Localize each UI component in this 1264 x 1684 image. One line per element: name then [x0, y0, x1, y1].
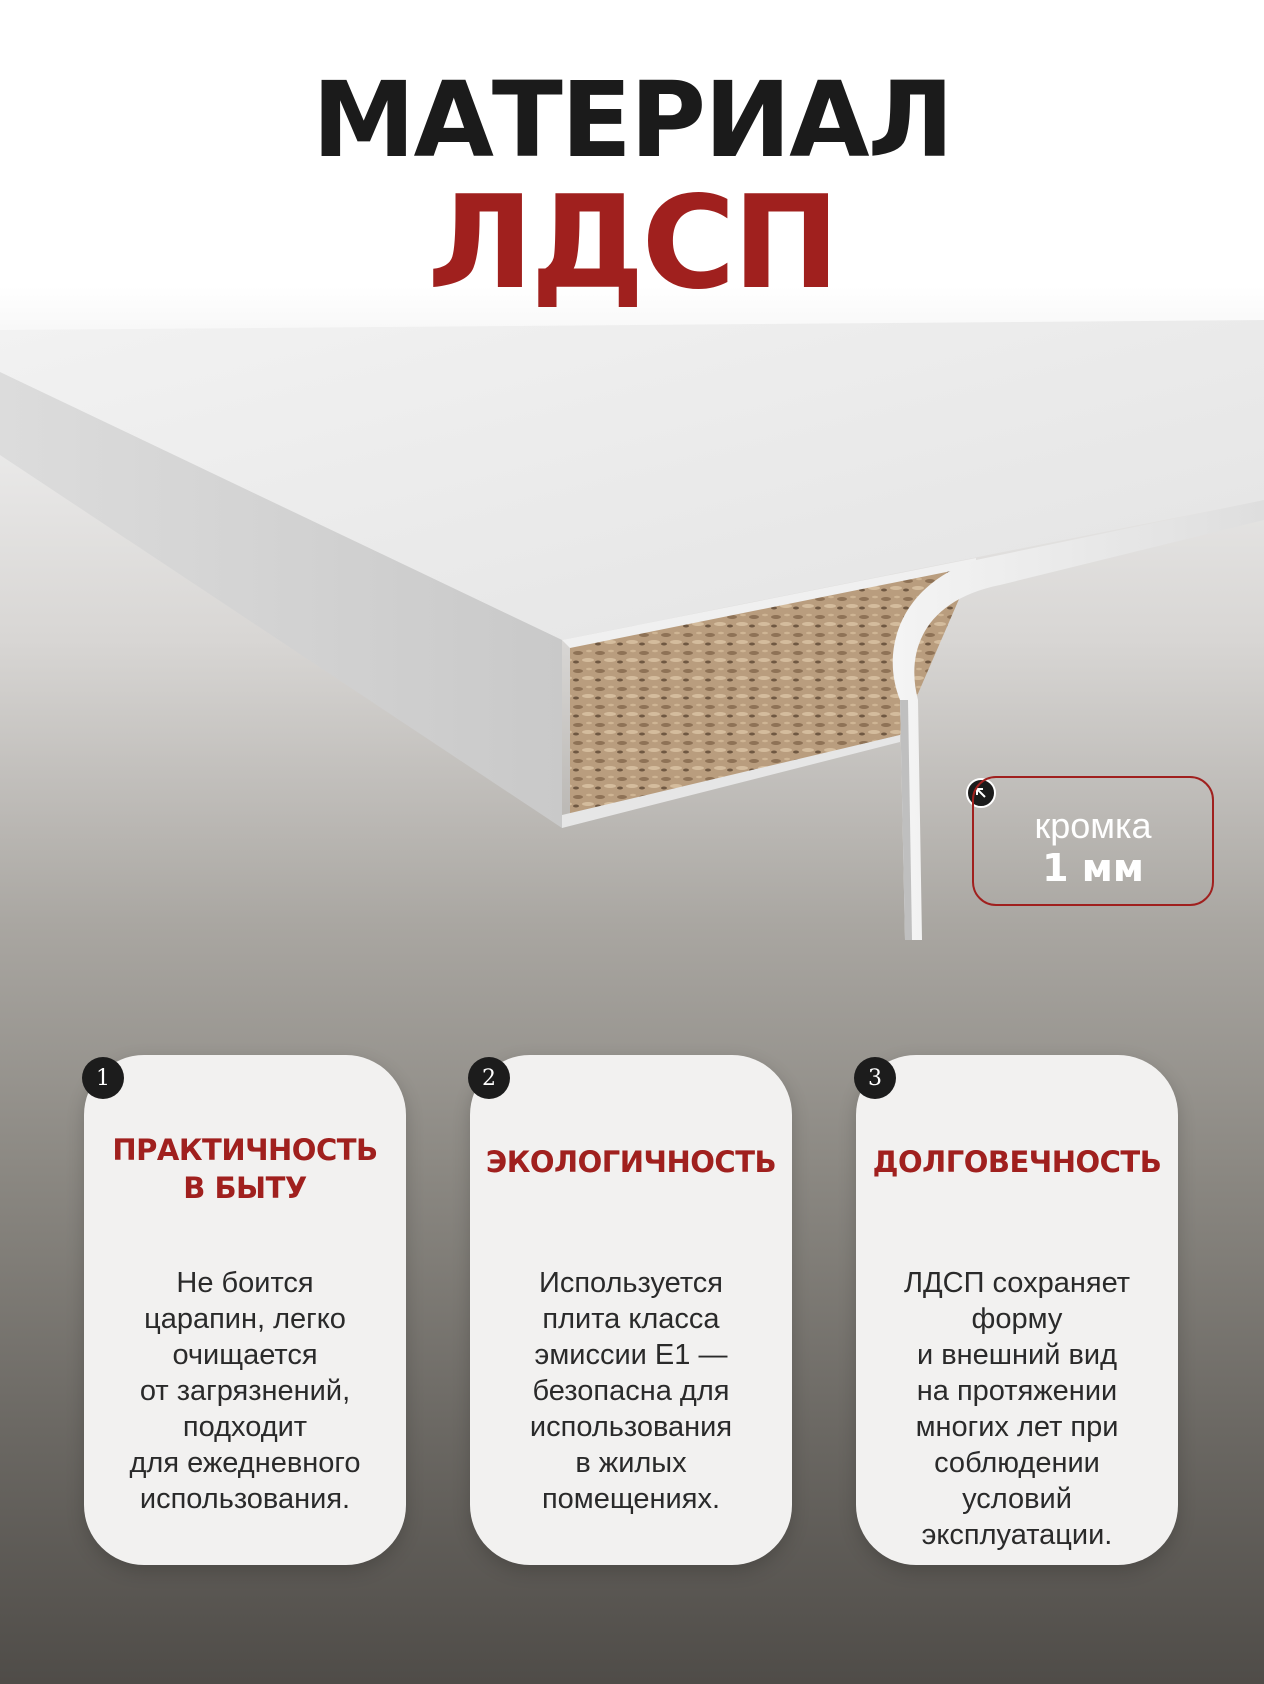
card-text: Используется плита класса эмиссии E1 — безопасна для использования в жилых помещениях.: [529, 1267, 733, 1515]
edge-value: 1 мм: [1042, 845, 1144, 890]
card-text: ЛДСП сохраняет форму и внешний вид на протяжении многих лет при соблюдении условий эксплуатации.: [903, 1267, 1131, 1551]
feature-card-ecology: [470, 1055, 792, 1565]
card-number-badge: 3: [854, 1057, 896, 1099]
card-title: ЭКОЛОГИЧНОСТЬ: [485, 1145, 777, 1179]
feature-card-durability: [856, 1055, 1178, 1565]
page-subtitle: ЛДСП: [427, 169, 837, 318]
edge-label: кромка: [1034, 805, 1152, 846]
card-text: Не боится царапин, легко очищается от загрязнений, подходит для ежедневного использования.: [129, 1267, 361, 1515]
card-number-badge: 1: [82, 1057, 124, 1099]
card-title: ДОЛГОВЕЧНОСТЬ: [872, 1145, 1162, 1179]
card-number-badge: 2: [468, 1057, 510, 1099]
feature-card-practicality: [84, 1055, 406, 1565]
page-title: МАТЕРИАЛ: [311, 59, 953, 181]
edge-callout: [972, 776, 1214, 906]
card-title: ПРАКТИЧНОСТЬ В БЫТУ: [112, 1133, 378, 1205]
